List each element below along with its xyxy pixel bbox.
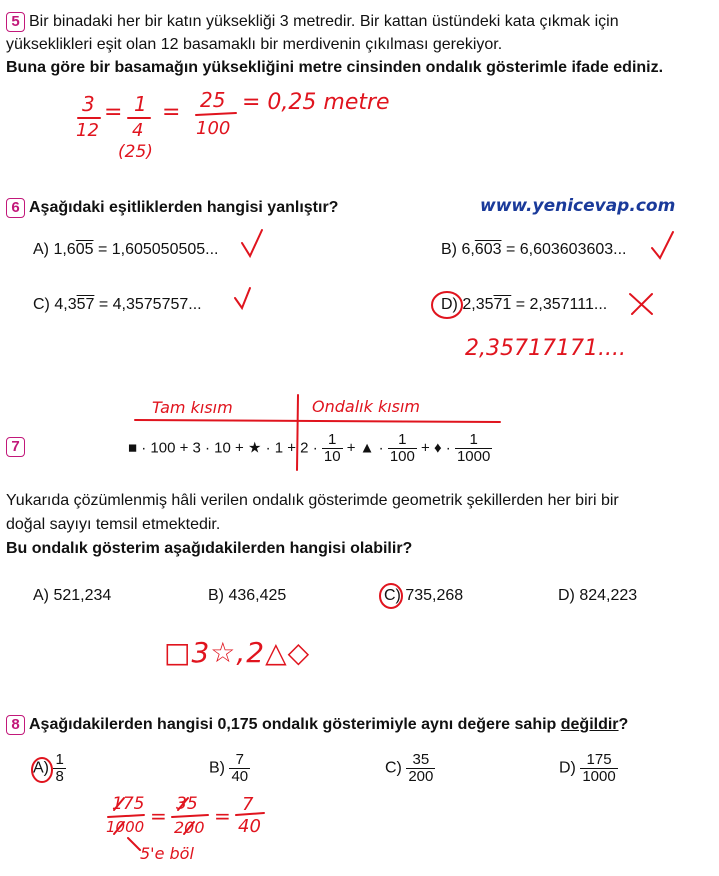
q7-option-b[interactable]: B) 436,425 <box>208 587 287 604</box>
hw-numerator: 1 <box>134 92 147 116</box>
question-number: 6 <box>6 198 25 218</box>
fraction: $\frac{7}{40}$ <box>231 751 249 785</box>
expr-part: ■ · 100 + 3 · 10 + ★ · 1 + 2 · <box>128 439 318 457</box>
q6-question: Aşağıdaki eşitliklerden hangisi yanlıştır? <box>29 199 339 216</box>
option-label: D) <box>441 296 458 313</box>
option-rest: = 1,605050505... <box>93 241 219 258</box>
hw-numerator: 35 <box>176 794 198 814</box>
option-int: 2,35 <box>462 296 494 313</box>
q8-option-b[interactable] <box>209 752 250 785</box>
hw-note: 5'e böl <box>140 844 194 863</box>
fraction: $\frac{1}{8}$ <box>55 751 64 785</box>
q8-hw-summary: 175/1000 = 35/200 = 7/40 <box>300 862 314 863</box>
hw-numerator: 25 <box>200 88 226 112</box>
expr-part: + ▲ · <box>346 439 384 457</box>
q7-option-c[interactable]: C) 735,268 <box>384 587 464 604</box>
hw-denominator: 12 <box>76 120 99 141</box>
check-icon <box>235 288 250 308</box>
q7-hw-left-label: Tam kısım <box>152 398 233 417</box>
option-rest: = 4,3575757... <box>94 296 202 313</box>
check-icon <box>242 230 262 256</box>
fraction: $\frac{1}{10}$ <box>323 431 341 465</box>
q7-option-a[interactable]: A) 521,234 <box>33 587 112 604</box>
hw-denominator: 4 <box>132 120 144 141</box>
hw-fraction-bar <box>196 113 236 115</box>
option-rest: = 2,357111... <box>511 296 608 313</box>
hw-multiplier: (25) <box>118 142 153 162</box>
option-label: B) <box>441 241 457 258</box>
q7-hw-right-label: Ondalık kısım <box>312 397 421 416</box>
hw-numerator: 175 <box>112 794 145 814</box>
hw-denominator: 100 <box>196 118 231 139</box>
option-label: D) <box>559 759 576 777</box>
hw-numerator: 3 <box>82 92 95 116</box>
q7-option-d[interactable]: D) 824,223 <box>558 587 638 604</box>
repeating-digits: 71 <box>493 296 512 313</box>
hw-fraction-bar <box>172 815 208 817</box>
q7-question: Bu ondalık gösterim aşağıdakilerden hangisi olabilir? <box>6 540 413 557</box>
cross-icon <box>630 294 652 314</box>
q5-text-line2: yükseklikleri eşit olan 12 basamaklı bir merdivenin çıkılması gerekiyor. <box>6 36 503 53</box>
expr-part: + ♦ · <box>421 439 451 457</box>
q7-expression <box>128 432 492 465</box>
q8-option-a[interactable] <box>33 752 66 785</box>
option-rest: = 6,603603603... <box>501 241 627 258</box>
option-int: 1,6 <box>53 241 76 258</box>
q8-question-block <box>6 714 628 736</box>
q6-hw-correction: 2,35717171.... <box>465 336 626 361</box>
hw-divider-horizontal <box>135 420 500 422</box>
check-icon <box>652 232 673 258</box>
hw-denominator: 40 <box>238 816 261 837</box>
hw-equals: = <box>104 100 123 125</box>
hw-arrow <box>128 838 140 850</box>
q8-option-c[interactable] <box>385 752 435 785</box>
question-number: 5 <box>6 12 25 32</box>
q5-text-line1: Bir binadaki her bir katın yüksekliği 3 metredir. Bir kattan üstündeki kata çıkmak için <box>29 13 619 30</box>
repeating-digits: 603 <box>474 241 502 258</box>
option-label: C) <box>33 296 50 313</box>
fraction: $\frac{1}{100}$ <box>389 431 415 465</box>
q8-question-post: ? <box>618 716 629 733</box>
q8-option-d[interactable] <box>559 752 618 785</box>
question-number: 7 <box>6 437 25 457</box>
q5-block <box>6 11 718 33</box>
hw-numerator: 7 <box>242 794 254 815</box>
q8-question-pre: Aşağıdakilerden hangisi 0,175 ondalık gösterimiyle aynı değere sahip <box>29 716 561 733</box>
q6-option-d[interactable] <box>441 296 607 314</box>
hw-equals: = <box>214 804 231 828</box>
fraction: $\frac{175}{1000}$ <box>582 751 616 785</box>
hw-result: = 0,25 metre <box>242 90 390 115</box>
hw-equals: = <box>162 100 181 125</box>
option-label: A) <box>33 241 49 258</box>
hw-denominator: 200 <box>174 818 205 837</box>
hw-denominator: 1000 <box>106 818 145 836</box>
q6-check-glyph: ✓ <box>302 864 303 865</box>
repeating-digits: 05 <box>75 241 94 258</box>
fraction: $\frac{1}{1000}$ <box>456 431 491 465</box>
watermark: www.yenicevap.com <box>480 196 676 216</box>
option-int: 6, <box>461 241 475 258</box>
repeating-digits: 57 <box>76 296 95 313</box>
hw-fraction-bar <box>108 815 144 817</box>
q6-option-a[interactable] <box>33 241 219 259</box>
q7-text-line2: doğal sayıyı temsil etmektedir. <box>6 516 221 533</box>
q8-question-underlined: değildir <box>560 716 619 733</box>
q6-question-block <box>6 197 338 219</box>
q6-option-c[interactable] <box>33 296 202 314</box>
option-label: A) <box>33 759 49 777</box>
q5-question: Buna göre bir basamağın yüksekliğini metre cinsinden ondalık gösterimle ifade ediniz. <box>6 59 664 76</box>
fraction: $\frac{35}{200}$ <box>408 751 434 785</box>
q7-text-line1: Yukarıda çözümlenmiş hâli verilen ondalık gösterimde geometrik şekillerden her biri bir <box>6 492 619 509</box>
q7-number-wrap <box>6 437 29 457</box>
q7-hw-shapes: □3☆,2△◇ <box>164 636 311 669</box>
option-int: 4,3 <box>54 296 77 313</box>
option-label: C) <box>385 759 402 777</box>
option-label: B) <box>209 759 225 777</box>
q6-cross-glyph: ✕ <box>304 864 305 865</box>
question-number: 8 <box>6 715 25 735</box>
q6-option-b[interactable] <box>441 241 627 259</box>
q5-hw-summary: 3/12 = 1/4 = 25/100 = 0,25 metre <box>300 860 318 861</box>
hw-equals: = <box>150 804 167 828</box>
